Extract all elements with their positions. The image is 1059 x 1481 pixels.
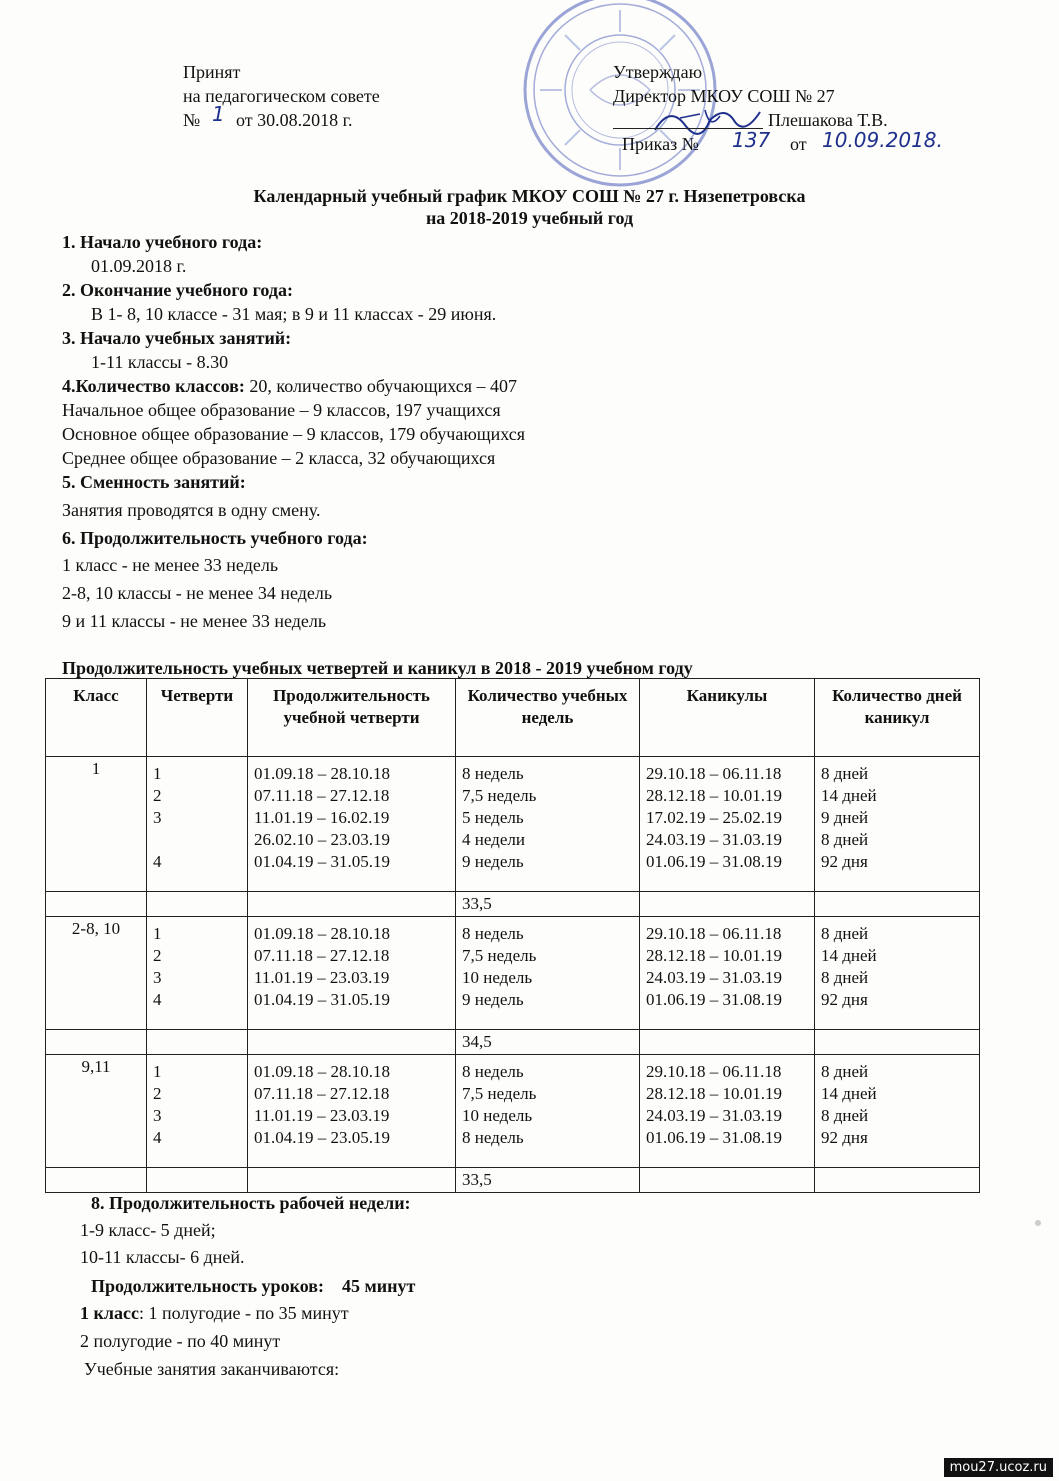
holidays-cell-line: 28.12.18 – 10.01.19 xyxy=(646,946,782,965)
holidays-cell-line: 01.06.19 – 31.08.19 xyxy=(646,990,782,1009)
council-number-label: № xyxy=(183,110,201,130)
section-8-line-2: 10-11 классы- 6 дней. xyxy=(80,1247,245,1267)
holidays-cell xyxy=(640,757,815,892)
empty-cell xyxy=(248,892,456,917)
weeks-cell-line: 7,5 недель xyxy=(462,946,537,965)
holiday-days-cell-line: 9 дней xyxy=(821,808,869,827)
section-6-line-2: 2-8, 10 классы - не менее 34 недель xyxy=(62,583,333,603)
holiday-days-cell-line: 8 дней xyxy=(821,1062,869,1081)
empty-cell xyxy=(46,1168,147,1193)
quarters-cell-line xyxy=(153,829,241,851)
quarters-cell-line: 2 xyxy=(153,786,162,805)
empty-cell xyxy=(248,1030,456,1055)
section-6-heading: 6. Продолжительность учебного года: xyxy=(62,528,368,548)
holidays-cell xyxy=(640,917,815,1030)
empty-cell xyxy=(46,1030,147,1055)
empty-cell xyxy=(640,1030,815,1055)
col-header-quarters: Четверти xyxy=(147,679,248,757)
period-cell-line: 07.11.18 – 27.12.18 xyxy=(254,946,390,965)
section-8-line-1: 1-9 класс- 5 дней; xyxy=(80,1220,216,1240)
holiday-days-cell-line: 92 дня xyxy=(821,990,868,1009)
approval-approve: Утверждаю xyxy=(613,62,703,82)
lesson-duration-value: 45 минут xyxy=(341,1276,416,1296)
quarters-cell-line: 1 xyxy=(153,764,162,783)
document-title: Календарный учебный график МКОУ СОШ № 27 г. Нязепетровска xyxy=(253,186,806,206)
order-date-handwritten: 10.09.2018. xyxy=(822,128,943,152)
table-row xyxy=(46,1055,980,1168)
quarters-cell xyxy=(147,757,248,892)
council-number-handwritten: 1 xyxy=(212,102,225,126)
holidays-cell xyxy=(640,1055,815,1168)
document-subtitle: на 2018-2019 учебный год xyxy=(425,208,634,228)
primary-education: Начальное общее образование – 9 классов, 197 учащихся xyxy=(62,400,501,420)
section-1-heading: 1. Начало учебного года: xyxy=(62,232,263,252)
period-cell-line: 01.04.19 – 31.05.19 xyxy=(254,852,390,871)
empty-cell xyxy=(248,1168,456,1193)
council-date: от 30.08.2018 г. xyxy=(236,110,353,130)
weeks-cell xyxy=(456,917,640,1030)
weeks-cell-line: 8 недель xyxy=(462,1128,524,1147)
first-grade-half-1: : 1 полугодие - по 35 минут xyxy=(138,1303,349,1323)
total-row xyxy=(46,1168,980,1193)
holiday-days-cell-line: 92 дня xyxy=(821,852,868,871)
holiday-days-cell-line: 8 дней xyxy=(821,968,869,987)
weeks-cell-line: 8 недель xyxy=(462,1062,524,1081)
period-cell-line: 11.01.19 – 16.02.19 xyxy=(254,808,390,827)
table-header-row xyxy=(46,679,980,757)
section-4-line xyxy=(62,374,517,398)
first-grade-heading: 1 класс xyxy=(80,1303,139,1323)
period-cell xyxy=(248,757,456,892)
weeks-cell-line: 5 недель xyxy=(462,808,524,827)
lesson-duration-line xyxy=(91,1274,415,1298)
table-title: Продолжительность учебных четвертей и каникул в 2018 - 2019 учебном году xyxy=(62,658,693,678)
weeks-cell xyxy=(456,1055,640,1168)
section-6-line-1: 1 класс - не менее 33 недель xyxy=(62,555,279,575)
first-grade-line xyxy=(80,1301,349,1325)
total-weeks-cell: 33,5 xyxy=(456,1168,640,1193)
quarters-cell-line: 2 xyxy=(153,1084,162,1103)
site-watermark: mou27.ucoz.ru xyxy=(944,1458,1053,1477)
quarters-cell-line: 1 xyxy=(153,924,162,943)
period-cell-line: 01.04.19 – 31.05.19 xyxy=(254,990,390,1009)
period-cell-line: 11.01.19 – 23.03.19 xyxy=(254,968,390,987)
section-5-heading: 5. Сменность занятий: xyxy=(62,472,246,492)
col-header-class: Класс xyxy=(46,679,147,757)
section-3-heading: 3. Начало учебных занятий: xyxy=(62,328,292,348)
holidays-cell-line: 24.03.19 – 31.03.19 xyxy=(646,830,782,849)
weeks-cell-line: 8 недель xyxy=(462,764,524,783)
holiday-days-cell-line: 8 дней xyxy=(821,924,869,943)
holiday-days-cell-line: 8 дней xyxy=(821,764,869,783)
quarters-cell xyxy=(147,917,248,1030)
empty-cell xyxy=(46,892,147,917)
holidays-cell-line: 29.10.18 – 06.11.18 xyxy=(646,924,782,943)
weeks-cell-line: 10 недель xyxy=(462,968,533,987)
holiday-days-cell xyxy=(815,917,980,1030)
period-cell-line: 07.11.18 – 27.12.18 xyxy=(254,786,390,805)
classes-end-heading: Учебные занятия заканчиваются: xyxy=(84,1359,340,1379)
total-row xyxy=(46,892,980,917)
empty-cell xyxy=(815,1168,980,1193)
quarters-cell-line: 3 xyxy=(153,1106,162,1125)
empty-cell xyxy=(147,1030,248,1055)
section-3-value: 1-11 классы - 8.30 xyxy=(91,352,229,372)
basic-education: Основное общее образование – 9 классов, 179 обучающихся xyxy=(62,424,526,444)
table-row xyxy=(46,757,980,892)
period-cell-line: 07.11.18 – 27.12.18 xyxy=(254,1084,390,1103)
approval-council: на педагогическом совете xyxy=(183,86,380,106)
holiday-days-cell-line: 14 дней xyxy=(821,786,877,805)
quarters-cell xyxy=(147,1055,248,1168)
holidays-cell-line: 17.02.19 – 25.02.19 xyxy=(646,808,782,827)
empty-cell xyxy=(815,892,980,917)
director-name: Плешакова Т.В. xyxy=(768,110,888,130)
holiday-days-cell-line: 14 дней xyxy=(821,1084,877,1103)
col-header-holidays: Каникулы xyxy=(640,679,815,757)
holiday-days-cell-line: 8 дней xyxy=(821,1106,869,1125)
weeks-cell xyxy=(456,757,640,892)
period-cell-line: 11.01.19 – 23.03.19 xyxy=(254,1106,390,1125)
holidays-cell-line: 24.03.19 – 31.03.19 xyxy=(646,1106,782,1125)
empty-cell xyxy=(147,1168,248,1193)
empty-cell xyxy=(815,1030,980,1055)
section-1-value: 01.09.2018 г. xyxy=(91,256,187,276)
quarters-cell-line: 2 xyxy=(153,946,162,965)
holidays-cell-line: 28.12.18 – 10.01.19 xyxy=(646,786,782,805)
weeks-cell-line: 7,5 недель xyxy=(462,786,537,805)
period-cell-line: 01.09.18 – 28.10.18 xyxy=(254,924,390,943)
period-cell xyxy=(248,917,456,1030)
approval-accepted: Принят xyxy=(183,62,241,82)
scan-speck xyxy=(1035,1220,1041,1226)
section-2-heading: 2. Окончание учебного года: xyxy=(62,280,293,300)
class-cell: 9,11 xyxy=(46,1055,147,1168)
section-6-line-3: 9 и 11 классы - не менее 33 недель xyxy=(62,611,327,631)
empty-cell xyxy=(640,892,815,917)
total-row xyxy=(46,1030,980,1055)
weeks-cell-line: 9 недель xyxy=(462,990,524,1009)
section-8-heading: 8. Продолжительность рабочей недели: xyxy=(91,1193,411,1213)
col-header-weeks: Количество учебных недель xyxy=(456,679,640,757)
approval-director: Директор МКОУ СОШ № 27 xyxy=(613,86,835,106)
period-cell-line: 01.09.18 – 28.10.18 xyxy=(254,764,390,783)
quarters-cell-line: 4 xyxy=(153,990,162,1009)
holidays-cell-line: 29.10.18 – 06.11.18 xyxy=(646,1062,782,1081)
period-cell-line: 26.02.10 – 23.03.19 xyxy=(254,830,390,849)
class-cell: 1 xyxy=(46,757,147,892)
weeks-cell-line: 4 недели xyxy=(462,830,525,849)
class-cell: 2-8, 10 xyxy=(46,917,147,1030)
weeks-cell-line: 8 недель xyxy=(462,924,524,943)
weeks-cell-line: 7,5 недель xyxy=(462,1084,537,1103)
weeks-cell-line: 10 недель xyxy=(462,1106,533,1125)
quarters-cell-line: 4 xyxy=(153,852,162,871)
empty-cell xyxy=(147,892,248,917)
first-grade-half-2: 2 полугодие - по 40 минут xyxy=(80,1331,281,1351)
period-cell-line: 01.04.19 – 23.05.19 xyxy=(254,1128,390,1147)
holidays-cell-line: 24.03.19 – 31.03.19 xyxy=(646,968,782,987)
order-number-handwritten: 137 xyxy=(732,128,771,152)
lesson-duration-heading: Продолжительность уроков: xyxy=(91,1276,324,1296)
holidays-cell-line: 01.06.19 – 31.08.19 xyxy=(646,1128,782,1147)
table-row xyxy=(46,917,980,1030)
quarters-cell-line: 3 xyxy=(153,808,162,827)
col-header-holiday-days: Количество дней каникул xyxy=(815,679,980,757)
quarters-cell-line: 3 xyxy=(153,968,162,987)
total-weeks-cell: 34,5 xyxy=(456,1030,640,1055)
section-4-count: 20, количество обучающихся – 407 xyxy=(244,376,518,396)
holidays-cell-line: 01.06.19 – 31.08.19 xyxy=(646,852,782,871)
holiday-days-cell xyxy=(815,757,980,892)
order-label: Приказ № xyxy=(622,134,699,154)
holiday-days-cell-line: 14 дней xyxy=(821,946,877,965)
holidays-cell-line: 29.10.18 – 06.11.18 xyxy=(646,764,782,783)
total-weeks-cell: 33,5 xyxy=(456,892,640,917)
holiday-days-cell-line: 92 дня xyxy=(821,1128,868,1147)
secondary-education: Среднее общее образование – 2 класса, 32 обучающихся xyxy=(62,448,496,468)
col-header-period: Продолжительность учебной четверти xyxy=(248,679,456,757)
period-cell-line: 01.09.18 – 28.10.18 xyxy=(254,1062,390,1081)
quarters-cell-line: 4 xyxy=(153,1128,162,1147)
period-cell xyxy=(248,1055,456,1168)
holidays-cell-line: 28.12.18 – 10.01.19 xyxy=(646,1084,782,1103)
quarters-cell-line: 1 xyxy=(153,1062,162,1081)
schedule-table xyxy=(45,678,980,1193)
weeks-cell-line: 9 недель xyxy=(462,852,524,871)
order-from-label: от xyxy=(790,134,807,154)
holiday-days-cell xyxy=(815,1055,980,1168)
empty-cell xyxy=(640,1168,815,1193)
holiday-days-cell-line: 8 дней xyxy=(821,830,869,849)
section-4-heading: 4.Количество классов: xyxy=(62,376,245,396)
section-2-value: В 1- 8, 10 классе - 31 мая; в 9 и 11 классах - 29 июня. xyxy=(91,304,497,324)
section-5-value: Занятия проводятся в одну смену. xyxy=(62,500,321,520)
